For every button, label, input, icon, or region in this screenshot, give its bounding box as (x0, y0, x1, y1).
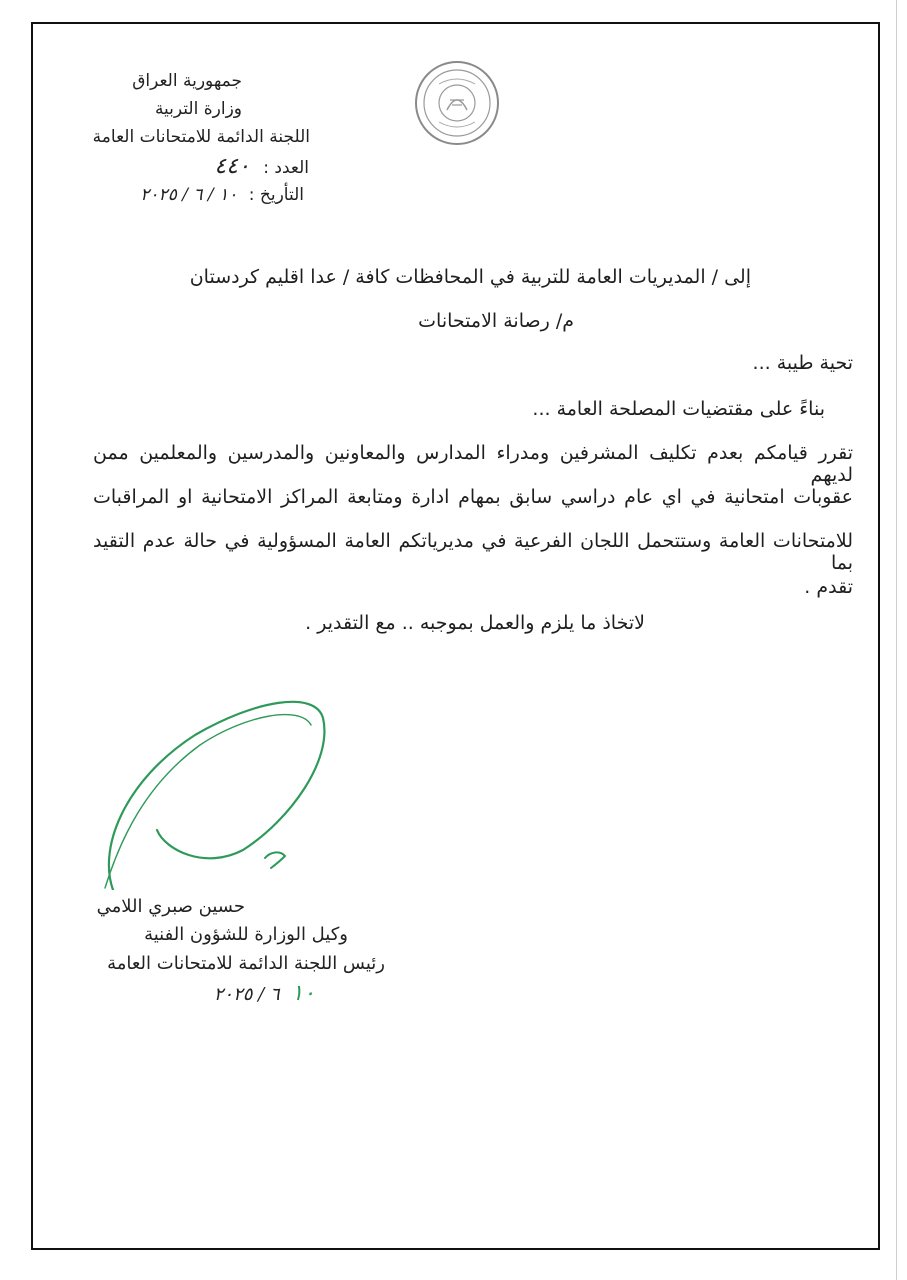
date-value: ١٠ / ٦ / ٢٠٢٥ (140, 185, 238, 205)
addressee-subject: م/ رصانة الامتحانات (418, 310, 574, 332)
signature-icon (85, 690, 345, 890)
number-label: العدد : (263, 158, 309, 178)
closing-line: لاتخاذ ما يلزم والعمل بموجبه .. مع التقدير . (305, 612, 645, 634)
header-number (214, 154, 309, 181)
paragraph-line: للامتحانات العامة وستتحمل اللجان الفرعية في مديرياتكم العامة المسؤولية في حالة عدم التقيد بما (93, 530, 853, 574)
header-committee: اللجنة الدائمة للامتحانات العامة (92, 127, 310, 147)
number-value: ٤٤٠ (214, 154, 250, 179)
paragraph-line: تقرر قيامكم بعدم تكليف المشرفين ومدراء المدارس والمعاونين والمدرسين والمعلمين ممن لديهم (93, 442, 853, 486)
page-right-edge (896, 0, 897, 1280)
paragraph-line: عقوبات امتحانية في اي عام دراسي سابق بمهام ادارة ومتابعة المراكز الامتحانية او المراقبات (93, 486, 853, 508)
signatory-date-day: ١٠ (291, 981, 315, 1006)
signatory-date-rest: ٦ / ٢٠٢٥ (213, 984, 280, 1005)
header-date (140, 182, 304, 208)
signatory-date (214, 981, 315, 1008)
header-country: جمهورية العراق (132, 71, 242, 91)
header-ministry: وزارة التربية (154, 99, 242, 119)
addressee-to: إلى / المديريات العامة للتربية في المحافظات كافة / عدا اقليم كردستان (189, 266, 751, 288)
signatory-title1: وكيل الوزارة للشؤون الفنية (144, 924, 348, 945)
date-label: التأريخ : (248, 185, 304, 205)
signatory-name: حسين صبري اللامي (96, 896, 245, 917)
greeting: تحية طيبة ... (752, 352, 853, 374)
basis-line: بناءً على مقتضيات المصلحة العامة ... (532, 398, 825, 420)
ministry-seal-icon (414, 60, 500, 146)
signatory-title2: رئيس اللجنة الدائمة للامتحانات العامة (107, 953, 385, 974)
paragraph-end: تقدم . (804, 576, 853, 598)
